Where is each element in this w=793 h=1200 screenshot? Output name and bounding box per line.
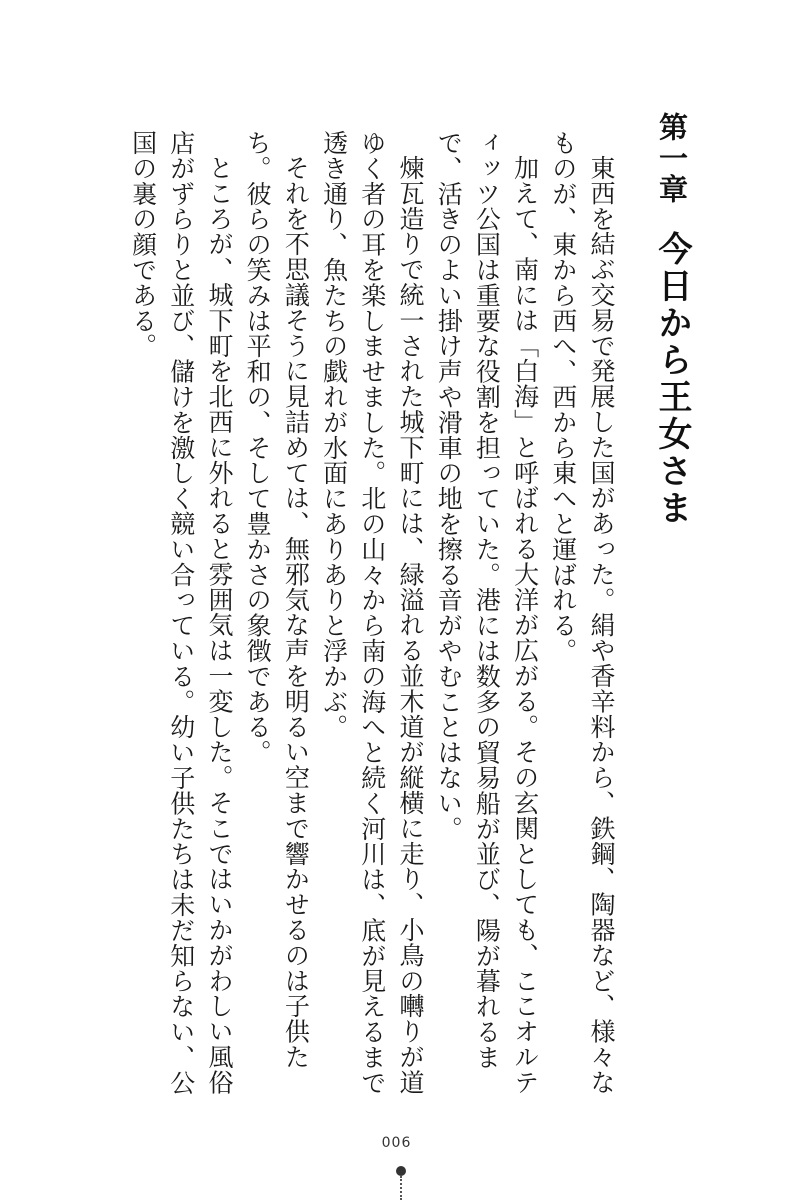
paragraph-1: 東西を結ぶ交易で発展した国があった。絹や香辛料から、鉄鋼、陶器など、様々なものが、東から西へ、西から東へと運ばれる。 [548, 130, 616, 1095]
chapter-title: 今日から王女さま [652, 231, 692, 527]
page-marker [396, 1166, 406, 1200]
marker-dot-icon [396, 1166, 406, 1176]
chapter-heading [648, 112, 697, 527]
marker-dotted-line [400, 1176, 404, 1200]
paragraph-2: 加えて、南には「白海」と呼ばれる大洋が広がる。その玄関としても、ここオルティッツ公国は重要な役割を担っていた。港には数多の貿易船が並び、陽が暮れるまで、活きのよい掛け声や滑車の地を擦る音がやむことはない。 [434, 130, 540, 1095]
paragraph-5: ところが、城下町を北西に外れると雰囲気は一変した。そこではいかがわしい風俗店がずらりと並び、儲けを激しく競い合っている。幼い子供たちは未だ知らない、公国の裏の顔である。 [128, 130, 234, 1096]
chapter-number: 第一章 [655, 112, 689, 205]
page-number: 006 [381, 1135, 412, 1151]
paragraph-4: それを不思議そうに見詰めては、無邪気な声を明るい空まで響かせるのは子供たち。彼らの笑みは平和の、そして豊かさの象徴である。 [243, 130, 311, 1070]
paragraph-3: 煉瓦造りで統一された城下町には、緑溢れる並木道が縦横に走り、小鳥の囀りが道ゆく者の耳を楽しませました。北の山々から南の海へと続く河川は、底が見えるまで透き通り、魚たちの戯れが水面にありありと浮かぶ。 [319, 130, 425, 1096]
body-text [86, 130, 620, 1110]
